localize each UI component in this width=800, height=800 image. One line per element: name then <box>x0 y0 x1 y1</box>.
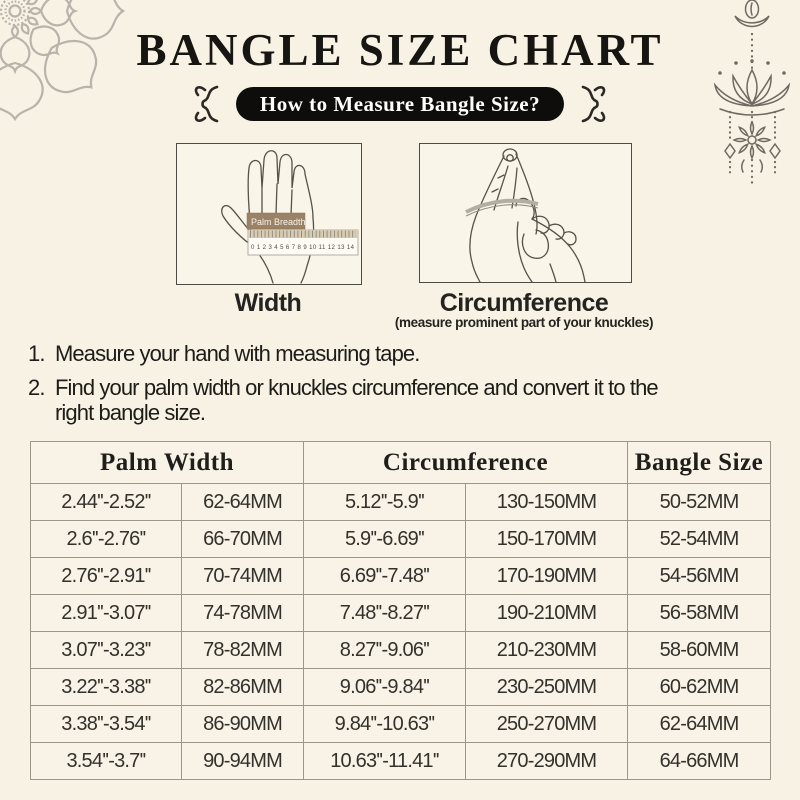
bangle-size-table <box>30 441 771 780</box>
table-cell: 3.07''-3.23'' <box>31 632 182 669</box>
table-cell: 3.38''-3.54'' <box>31 706 182 743</box>
table-cell: 150-170MM <box>466 521 628 558</box>
table-cell: 2.44''-2.52'' <box>31 484 182 521</box>
table-row <box>31 595 771 632</box>
table-cell: 170-190MM <box>466 558 628 595</box>
table-cell: 250-270MM <box>466 706 628 743</box>
table-cell: 74-78MM <box>182 595 304 632</box>
width-figure <box>176 143 362 285</box>
flourish-right-icon <box>577 83 607 125</box>
table-cell: 270-290MM <box>466 743 628 780</box>
header-bangle-size: Bangle Size <box>628 442 771 484</box>
table-cell: 86-90MM <box>182 706 304 743</box>
hand-with-ruler-illustration <box>177 144 361 284</box>
table-cell: 9.06''-9.84'' <box>304 669 466 706</box>
table-cell: 58-60MM <box>628 632 771 669</box>
flourish-left-icon <box>193 83 223 125</box>
instruction-text: Measure your hand with measuring tape. <box>55 341 420 366</box>
table-row <box>31 521 771 558</box>
table-cell: 3.54''-3.7'' <box>31 743 182 780</box>
header-circumference: Circumference <box>304 442 628 484</box>
table-cell: 5.9''-6.69'' <box>304 521 466 558</box>
table-row <box>31 743 771 780</box>
instruction-number: 2. <box>28 375 45 400</box>
table-cell: 10.63''-11.41'' <box>304 743 466 780</box>
table-row <box>31 706 771 743</box>
table-cell: 190-210MM <box>466 595 628 632</box>
table-cell: 6.69''-7.48'' <box>304 558 466 595</box>
header-palm-width: Palm Width <box>31 442 304 484</box>
hands-measuring-illustration <box>420 144 631 282</box>
table-cell: 2.76''-2.91'' <box>31 558 182 595</box>
table-cell: 2.6''-2.76'' <box>31 521 182 558</box>
table-cell: 130-150MM <box>466 484 628 521</box>
circumference-note: (measure prominent part of your knuckles) <box>394 315 654 330</box>
table-cell: 70-74MM <box>182 558 304 595</box>
page-title: BANGLE SIZE CHART <box>136 25 664 75</box>
instruction-item <box>28 341 758 366</box>
mandala-ornament-icon <box>0 0 150 150</box>
table-cell: 54-56MM <box>628 558 771 595</box>
how-to-measure-pill: How to Measure Bangle Size? <box>236 87 564 121</box>
table-cell: 62-64MM <box>628 706 771 743</box>
table-cell: 60-62MM <box>628 669 771 706</box>
table-cell: 64-66MM <box>628 743 771 780</box>
table-cell: 78-82MM <box>182 632 304 669</box>
instruction-text: right bangle size. <box>55 400 206 425</box>
table-row <box>31 484 771 521</box>
ruler-numbers: 0 1 2 3 4 5 6 7 8 9 10 11 12 13 14 <box>251 245 354 251</box>
table-cell: 3.22''-3.38'' <box>31 669 182 706</box>
instructions-list <box>28 341 758 434</box>
table-cell: 7.48''-8.27'' <box>304 595 466 632</box>
table-cell: 5.12''-5.9'' <box>304 484 466 521</box>
ruler-tag-label: Palm Breadth <box>251 217 306 227</box>
table-cell: 82-86MM <box>182 669 304 706</box>
table-cell: 2.91''-3.07'' <box>31 595 182 632</box>
table-row <box>31 558 771 595</box>
table-cell: 50-52MM <box>628 484 771 521</box>
how-to-measure-row <box>0 84 800 124</box>
table-row <box>31 669 771 706</box>
table-cell: 52-54MM <box>628 521 771 558</box>
table-cell: 62-64MM <box>182 484 304 521</box>
circumference-figure <box>419 143 632 283</box>
instruction-text: Find your palm width or knuckles circumference and convert it to the <box>55 375 658 400</box>
instruction-item <box>28 375 758 425</box>
circumference-caption: Circumference <box>439 289 609 317</box>
instruction-number: 1. <box>28 341 45 366</box>
table-cell: 56-58MM <box>628 595 771 632</box>
table-header-row <box>31 442 771 484</box>
table-cell: 210-230MM <box>466 632 628 669</box>
table-row <box>31 632 771 669</box>
table-cell: 230-250MM <box>466 669 628 706</box>
width-caption: Width <box>234 289 302 317</box>
table-cell: 9.84''-10.63'' <box>304 706 466 743</box>
table-cell: 8.27''-9.06'' <box>304 632 466 669</box>
table-cell: 90-94MM <box>182 743 304 780</box>
table-cell: 66-70MM <box>182 521 304 558</box>
